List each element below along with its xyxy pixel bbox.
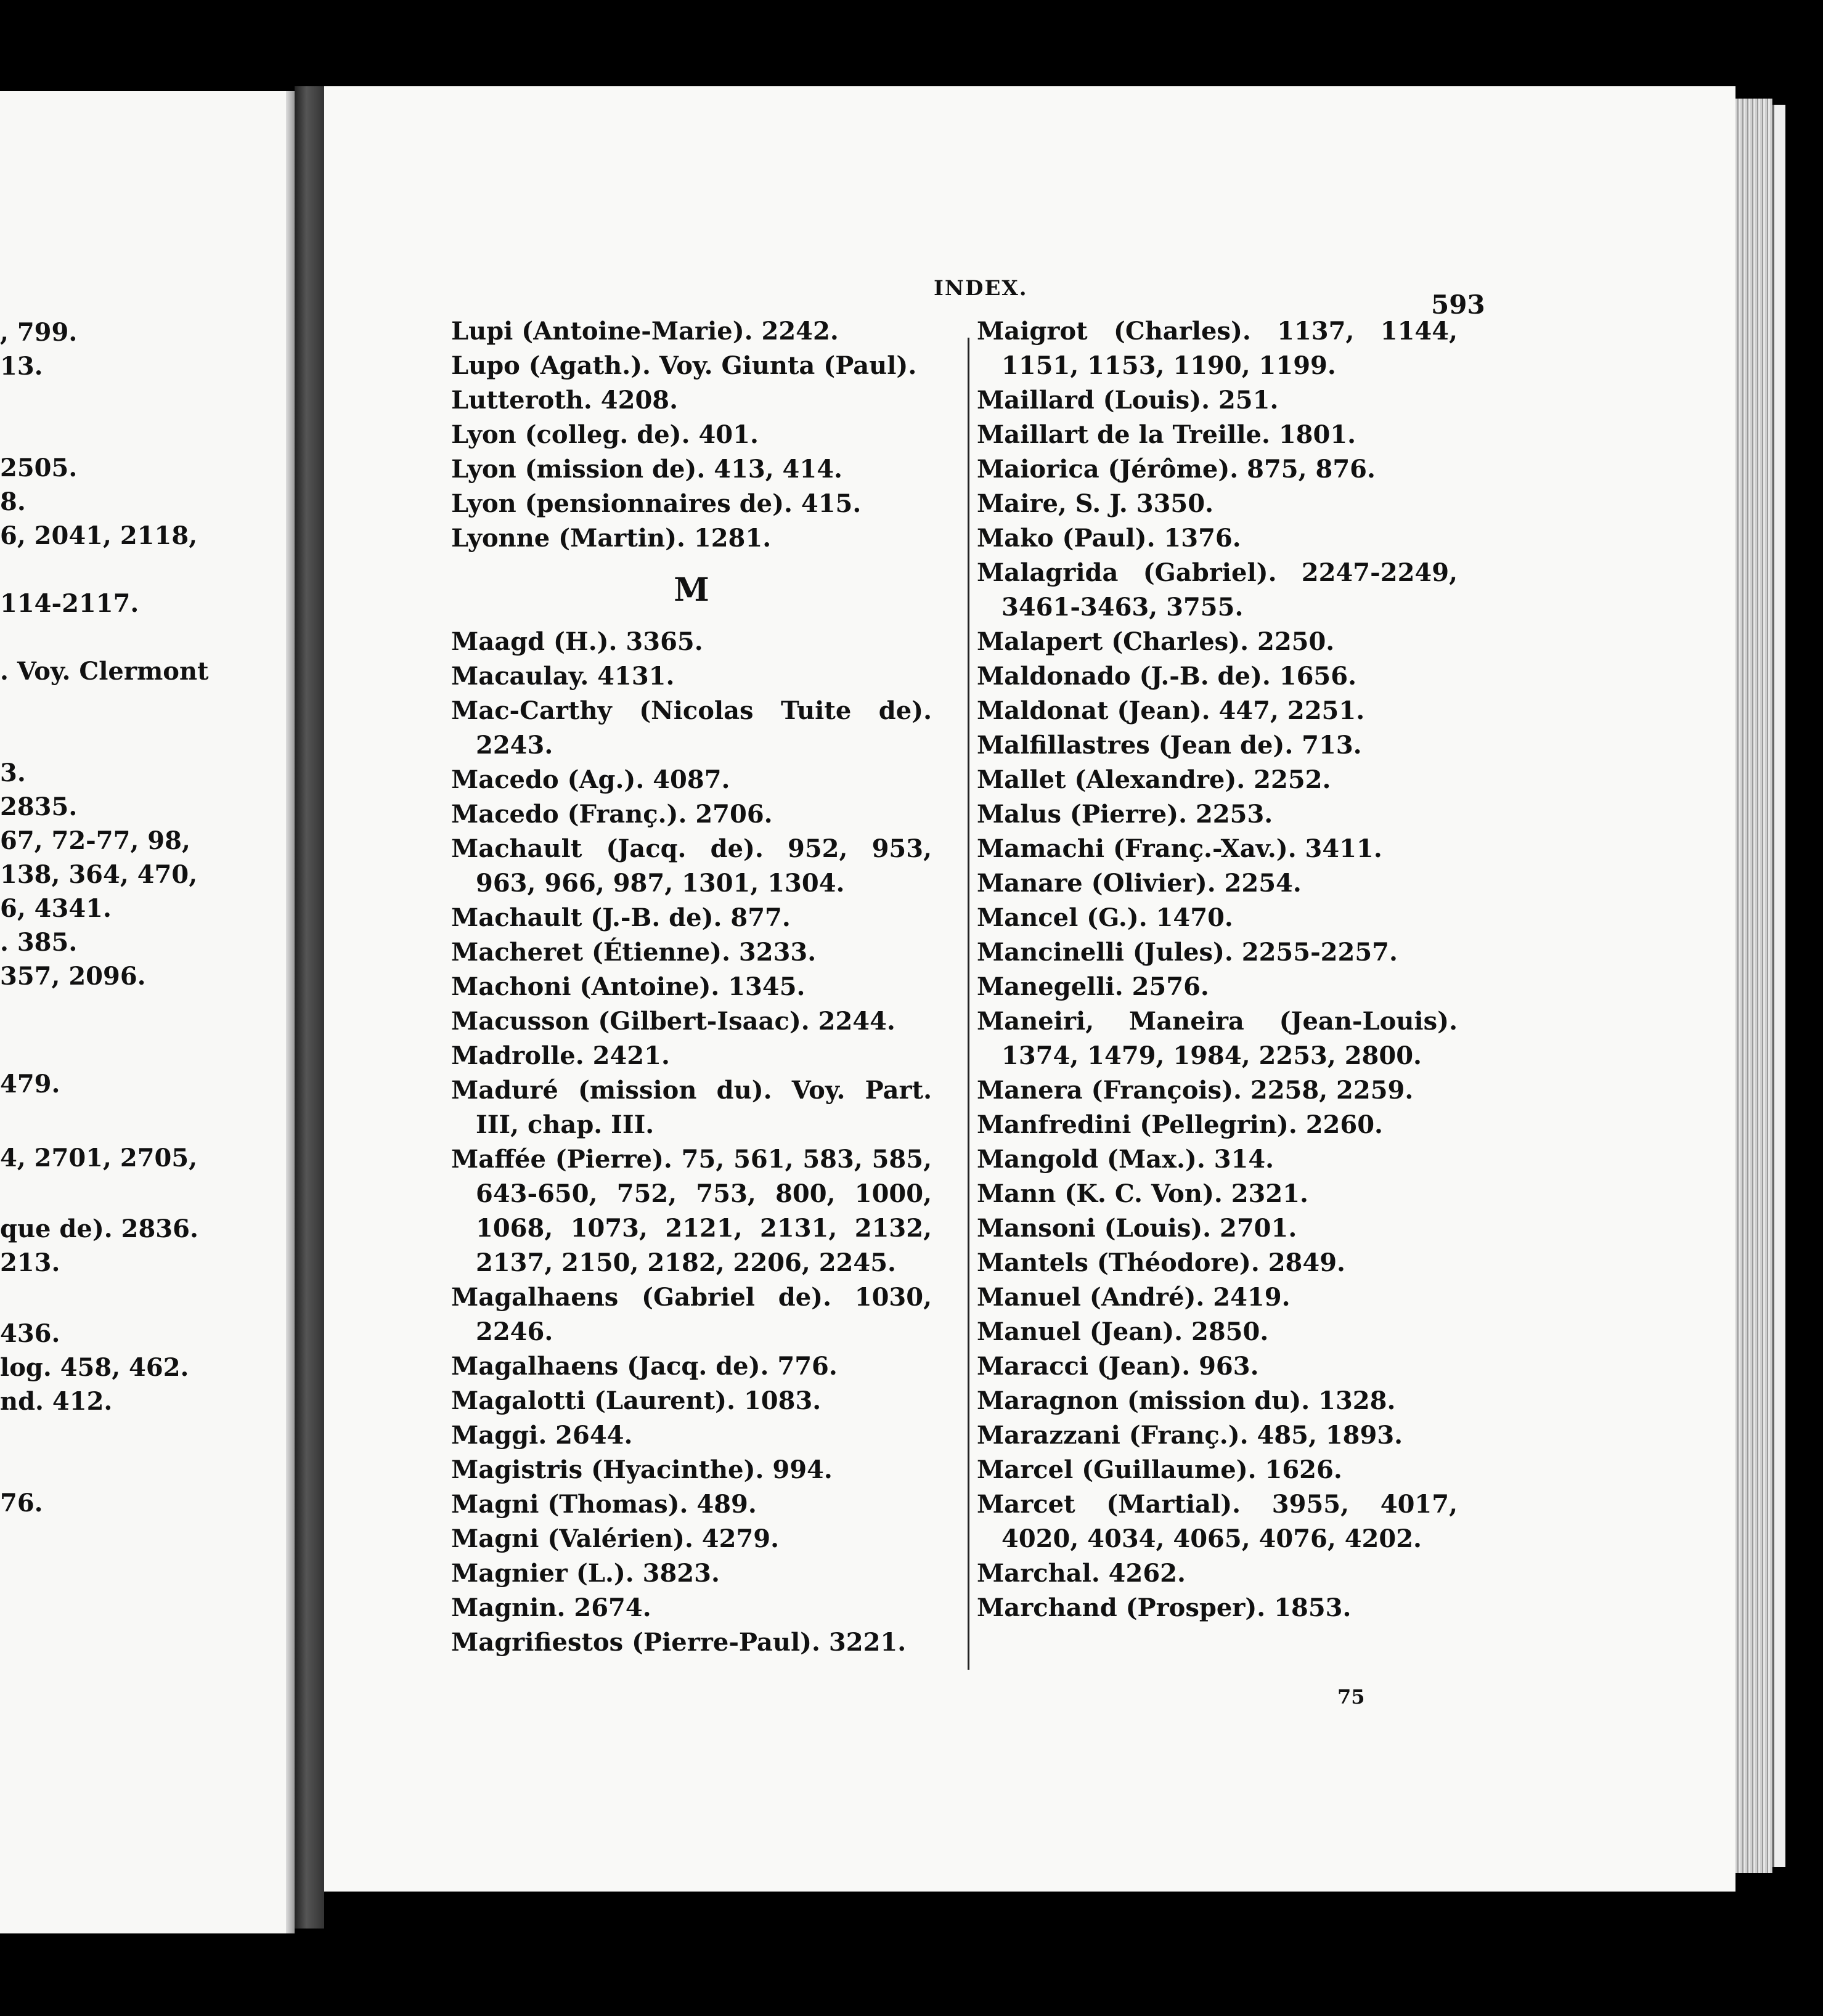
index-entry: Magalhaens (Gabriel de). 1030, 2246.: [451, 1283, 932, 1346]
index-entry: Magnier (L.). 3823.: [451, 1559, 720, 1588]
index-entry: Maffée (Pierre). 75, 561, 583, 585, 643-650, 752, 753, 800, 1000, 1068, 1073, 2121, 2131, 2132, 2137, 2150, 2182, 2206, 2245.: [451, 1145, 932, 1277]
left-page-fragment: 114-2117.: [0, 589, 139, 618]
index-entry: Maragnon (mission du). 1328.: [977, 1386, 1396, 1415]
index-entry: Manuel (André). 2419.: [977, 1283, 1291, 1312]
left-page-fragment: . Voy. Clermont: [0, 657, 209, 686]
index-entry: Malagrida (Gabriel). 2247-2249, 3461-3463, 3755.: [977, 558, 1458, 622]
left-page-fragment: 6, 2041, 2118,: [0, 521, 198, 550]
index-entry: Magrifiestos (Pierre-Paul). 3221.: [451, 1628, 907, 1657]
index-entry: Manfredini (Pellegrin). 2260.: [977, 1110, 1383, 1139]
index-entry: Maire, S. J. 3350.: [977, 489, 1214, 518]
left-page-fragment: nd. 412.: [0, 1387, 113, 1416]
index-entry: Manegelli. 2576.: [977, 972, 1209, 1001]
index-entry: Marchand (Prosper). 1853.: [977, 1593, 1352, 1622]
left-page-fragment: 138, 364, 470,: [0, 860, 198, 889]
index-entry: Lyonne (Martin). 1281.: [451, 524, 772, 553]
index-entry: Magni (Thomas). 489.: [451, 1490, 757, 1519]
left-page-fragment: 4, 2701, 2705,: [0, 1144, 198, 1173]
index-entry: Mann (K. C. Von). 2321.: [977, 1179, 1308, 1208]
index-entry: Maggi. 2644.: [451, 1421, 633, 1450]
index-entry: Maigrot (Charles). 1137, 1144, 1151, 1153, 1190, 1199.: [977, 317, 1458, 380]
index-entry: Magalhaens (Jacq. de). 776.: [451, 1352, 838, 1381]
index-entry: Malfillastres (Jean de). 713.: [977, 731, 1362, 760]
index-entry: Marcel (Guillaume). 1626.: [977, 1455, 1342, 1484]
index-entry: Maldonat (Jean). 447, 2251.: [977, 696, 1365, 725]
index-entry: Manera (François). 2258, 2259.: [977, 1076, 1414, 1105]
index-entry: Maldonado (J.-B. de). 1656.: [977, 662, 1356, 691]
index-entry: Macusson (Gilbert-Isaac). 2244.: [451, 1007, 895, 1036]
left-page-fragment: que de). 2836.: [0, 1214, 198, 1243]
index-entry: Maiorica (Jérôme). 875, 876.: [977, 455, 1376, 484]
index-entry: Mallet (Alexandre). 2252.: [977, 765, 1331, 794]
left-page-fragment: 436.: [0, 1319, 60, 1348]
index-entry: Machault (J.-B. de). 877.: [451, 903, 791, 932]
left-page-fragment: 2505.: [0, 453, 78, 482]
index-entry: Mac-Carthy (Nicolas Tuite de). 2243.: [451, 696, 932, 760]
index-column-1: [451, 314, 932, 1660]
index-entry: Maillard (Louis). 251.: [977, 386, 1279, 415]
section-letter: M: [674, 571, 709, 609]
index-entry: Macedo (Ag.). 4087.: [451, 765, 730, 794]
index-entry: Manare (Olivier). 2254.: [977, 869, 1302, 898]
index-entry: Lutteroth. 4208.: [451, 386, 679, 415]
left-page-fragment: 479.: [0, 1070, 60, 1099]
left-page-fragment: log. 458, 462.: [0, 1353, 189, 1382]
index-entry: Lyon (colleg. de). 401.: [451, 420, 759, 449]
column-rule: [968, 338, 969, 1670]
index-entry: Maracci (Jean). 963.: [977, 1352, 1259, 1381]
index-column-2: [977, 314, 1458, 1625]
index-entry: Machault (Jacq. de). 952, 953, 963, 966, 987, 1301, 1304.: [451, 834, 932, 898]
left-page-fragment: 3.: [0, 758, 26, 787]
left-page-fragment: 213.: [0, 1248, 60, 1277]
left-page-fragment: 6, 4341.: [0, 894, 112, 923]
index-entry: Mako (Paul). 1376.: [977, 524, 1241, 553]
index-entry: Macaulay. 4131.: [451, 662, 675, 691]
index-entry: Marcet (Martial). 3955, 4017, 4020, 4034, 4065, 4076, 4202.: [977, 1490, 1458, 1553]
index-entry: Mansoni (Louis). 2701.: [977, 1214, 1297, 1243]
left-page-fragment: 2835.: [0, 792, 78, 821]
column-1-top-entries: [451, 314, 932, 556]
left-page-fragment: 67, 72-77, 98,: [0, 826, 190, 855]
index-entry: Maagd (H.). 3365.: [451, 627, 703, 656]
index-entry: Maneiri, Maneira (Jean-Louis). 1374, 1479, 1984, 2253, 2800.: [977, 1007, 1458, 1070]
index-entry: Mamachi (Franç.-Xav.). 3411.: [977, 834, 1382, 863]
index-entry: Malapert (Charles). 2250.: [977, 627, 1335, 656]
index-entry: Lyon (mission de). 413, 414.: [451, 455, 842, 484]
index-entry: Mantels (Théodore). 2849.: [977, 1248, 1345, 1277]
left-page-fragment: 8.: [0, 487, 26, 516]
index-entry: Marazzani (Franç.). 485, 1893.: [977, 1421, 1403, 1450]
index-entry: Malus (Pierre). 2253.: [977, 800, 1273, 829]
index-entry: Manuel (Jean). 2850.: [977, 1317, 1269, 1346]
page-edge-outer: [1772, 105, 1785, 1867]
index-entry: Mancinelli (Jules). 2255-2257.: [977, 938, 1398, 967]
left-page-spine: [286, 91, 295, 1933]
index-entry: Maduré (mission du). Voy. Part. III, chap. III.: [451, 1076, 932, 1139]
index-entry: Lupi (Antoine-Marie). 2242.: [451, 317, 839, 346]
page-number: 593: [1431, 290, 1485, 320]
index-entry: Lupo (Agath.). Voy. Giunta (Paul).: [451, 351, 917, 380]
index-entry: Machoni (Antoine). 1345.: [451, 972, 805, 1001]
index-entry: Mangold (Max.). 314.: [977, 1145, 1274, 1174]
left-page-fragment: 13.: [0, 352, 43, 381]
book-gutter: [295, 86, 324, 1929]
signature-mark: 75: [1337, 1685, 1365, 1709]
left-page-fragment: . 385.: [0, 928, 78, 957]
left-page-fragment: 357, 2096.: [0, 962, 146, 991]
left-page-fragment: 76.: [0, 1489, 43, 1518]
index-entry: Madrolle. 2421.: [451, 1041, 670, 1070]
index-entry: Marchal. 4262.: [977, 1559, 1186, 1588]
running-head: INDEX.: [934, 276, 1028, 301]
index-entry: Macedo (Franç.). 2706.: [451, 800, 773, 829]
index-entry: Mancel (G.). 1470.: [977, 903, 1233, 932]
index-entry: Lyon (pensionnaires de). 415.: [451, 489, 862, 518]
index-entry: Magalotti (Laurent). 1083.: [451, 1386, 822, 1415]
column-2-entries: [977, 314, 1458, 1625]
index-entry: Magni (Valérien). 4279.: [451, 1524, 780, 1553]
index-entry: Magistris (Hyacinthe). 994.: [451, 1455, 833, 1484]
index-entry: Maillart de la Treille. 1801.: [977, 420, 1356, 449]
left-page: [0, 91, 295, 1933]
index-entry: Magnin. 2674.: [451, 1593, 651, 1622]
left-page-fragment: , 799.: [0, 318, 78, 347]
page-edges: [1735, 99, 1772, 1873]
column-1-bottom-entries: [451, 625, 932, 1660]
index-entry: Macheret (Étienne). 3233.: [451, 938, 817, 967]
